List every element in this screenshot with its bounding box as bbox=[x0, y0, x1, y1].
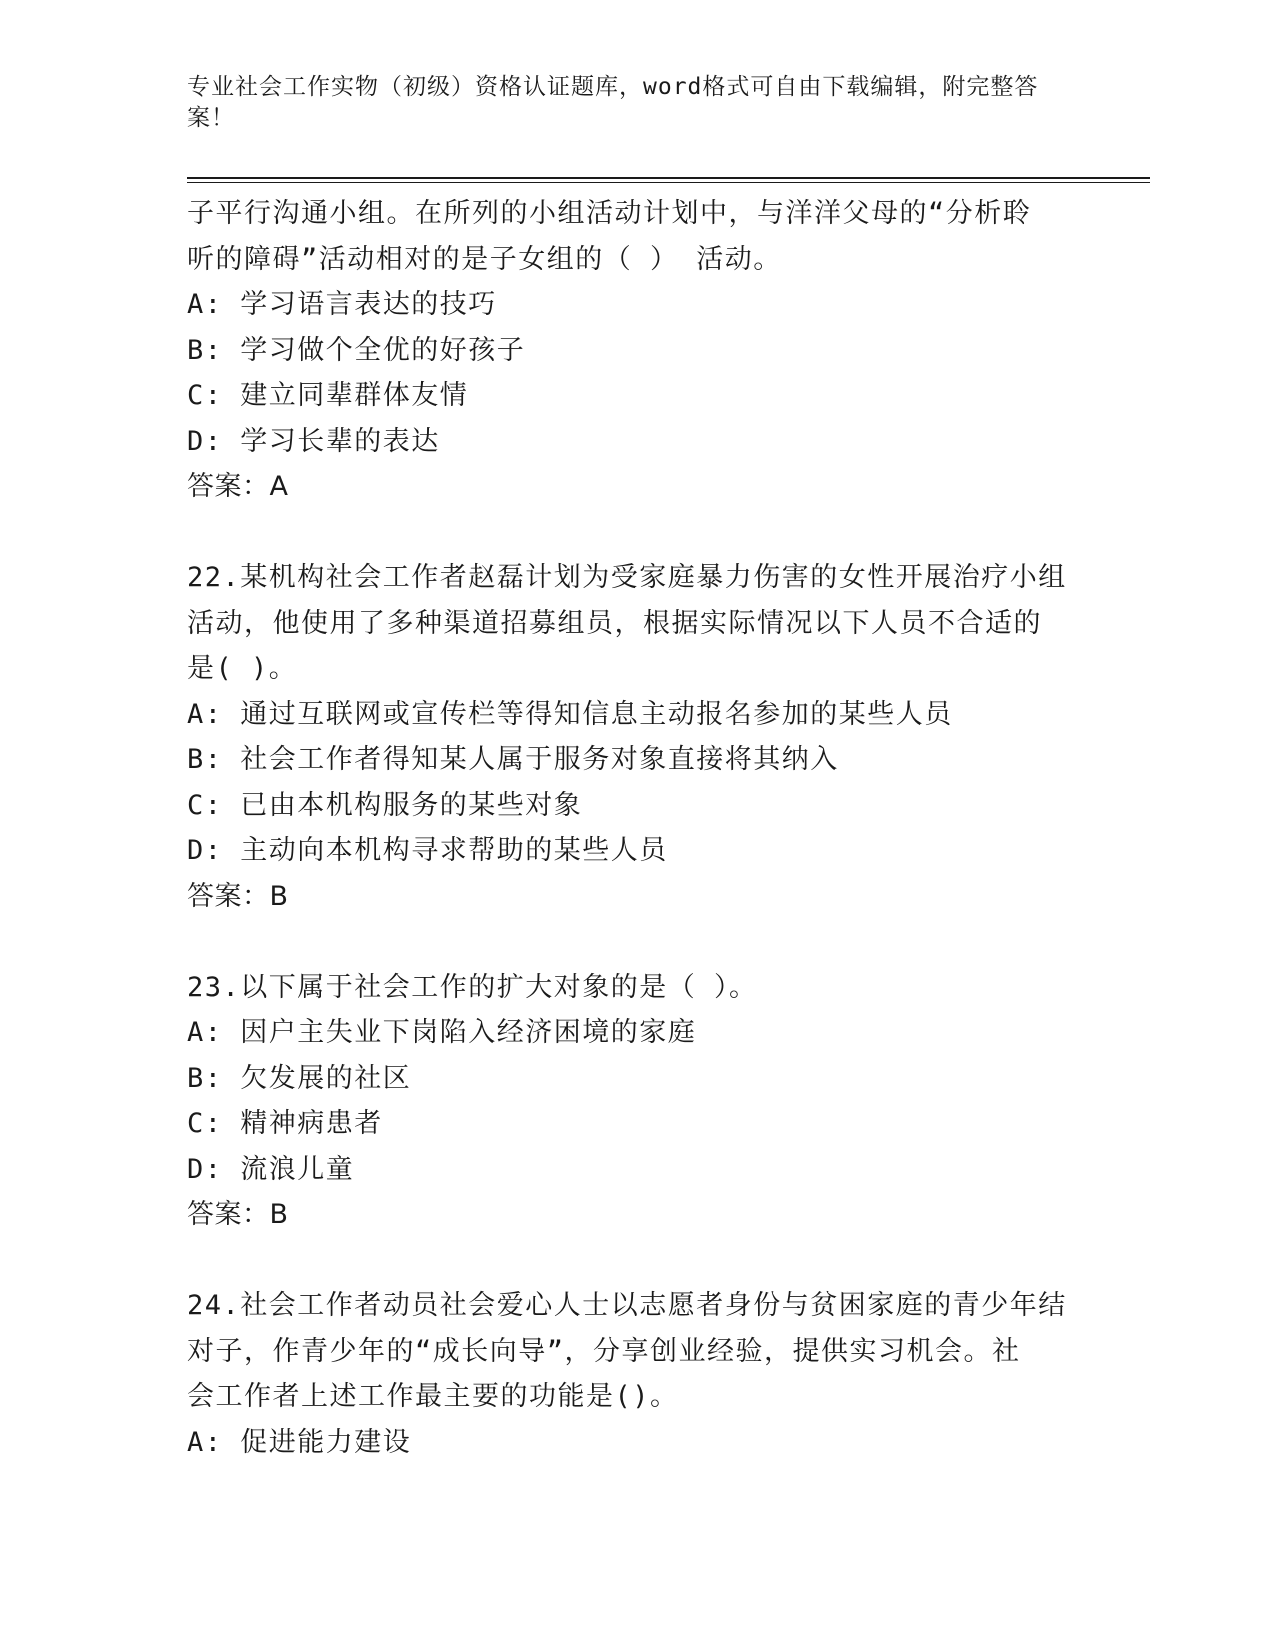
header-line-1: 专业社会工作实物（初级）资格认证题库，word格式可自由下载编辑，附完整答 bbox=[187, 74, 1039, 100]
page-header bbox=[187, 72, 1067, 134]
option-c: C: 建立同辈群体友情 bbox=[187, 380, 469, 411]
header-divider-thick bbox=[187, 177, 1150, 179]
option-b: B: 学习做个全优的好孩子 bbox=[187, 334, 526, 366]
answer-label: 答案：B bbox=[187, 1199, 289, 1230]
option-a: A: 因户主失业下岗陷入经济困境的家庭 bbox=[187, 1017, 697, 1048]
option-d: D: 主动向本机构寻求帮助的某些人员 bbox=[187, 835, 668, 866]
question-stem-line: 是( )。 bbox=[187, 653, 298, 684]
question-stem-line: 会工作者上述工作最主要的功能是()。 bbox=[187, 1381, 679, 1412]
option-c: C: 精神病患者 bbox=[187, 1108, 383, 1139]
header-line-2: 案！ bbox=[187, 105, 235, 131]
spacer bbox=[187, 1238, 1087, 1283]
header-divider-thin bbox=[187, 182, 1150, 183]
question-stem-line: 24.社会工作者动员社会爱心人士以志愿者身份与贫困家庭的青少年结 bbox=[187, 1290, 1067, 1321]
spacer bbox=[187, 920, 1087, 965]
option-a: A: 学习语言表达的技巧 bbox=[187, 289, 497, 320]
spacer bbox=[187, 510, 1087, 555]
answer-label: 答案：A bbox=[187, 471, 289, 502]
option-c: C: 已由本机构服务的某些对象 bbox=[187, 789, 583, 821]
option-a: A: 促进能力建设 bbox=[187, 1426, 412, 1458]
option-d: D: 流浪儿童 bbox=[187, 1153, 355, 1185]
option-b: B: 社会工作者得知某人属于服务对象直接将其纳入 bbox=[187, 744, 839, 775]
question-list bbox=[187, 191, 1087, 1465]
option-a: A: 通过互联网或宣传栏等得知信息主动报名参加的某些人员 bbox=[187, 698, 953, 730]
question-stem-line: 23.以下属于社会工作的扩大对象的是（ ）。 bbox=[187, 971, 758, 1003]
question-21 bbox=[187, 191, 1087, 510]
question-stem-line: 活动，他使用了多种渠道招募组员，根据实际情况以下人员不合适的 bbox=[187, 607, 1042, 639]
question-stem-line: 子平行沟通小组。在所列的小组活动计划中，与洋洋父母的“分析聆 bbox=[187, 198, 1032, 229]
option-b: B: 欠发展的社区 bbox=[187, 1062, 412, 1094]
answer-label: 答案：B bbox=[187, 880, 289, 912]
question-22 bbox=[187, 555, 1087, 920]
question-23 bbox=[187, 965, 1087, 1239]
question-stem-line: 听的障碍”活动相对的是子女组的（ ） 活动。 bbox=[187, 243, 782, 275]
question-stem-line: 22.某机构社会工作者赵磊计划为受家庭暴力伤害的女性开展治疗小组 bbox=[187, 562, 1067, 593]
question-24 bbox=[187, 1283, 1087, 1465]
question-stem-line: 对子，作青少年的“成长向导”，分享创业经验，提供实习机会。社 bbox=[187, 1335, 1021, 1367]
option-d: D: 学习长辈的表达 bbox=[187, 425, 440, 457]
